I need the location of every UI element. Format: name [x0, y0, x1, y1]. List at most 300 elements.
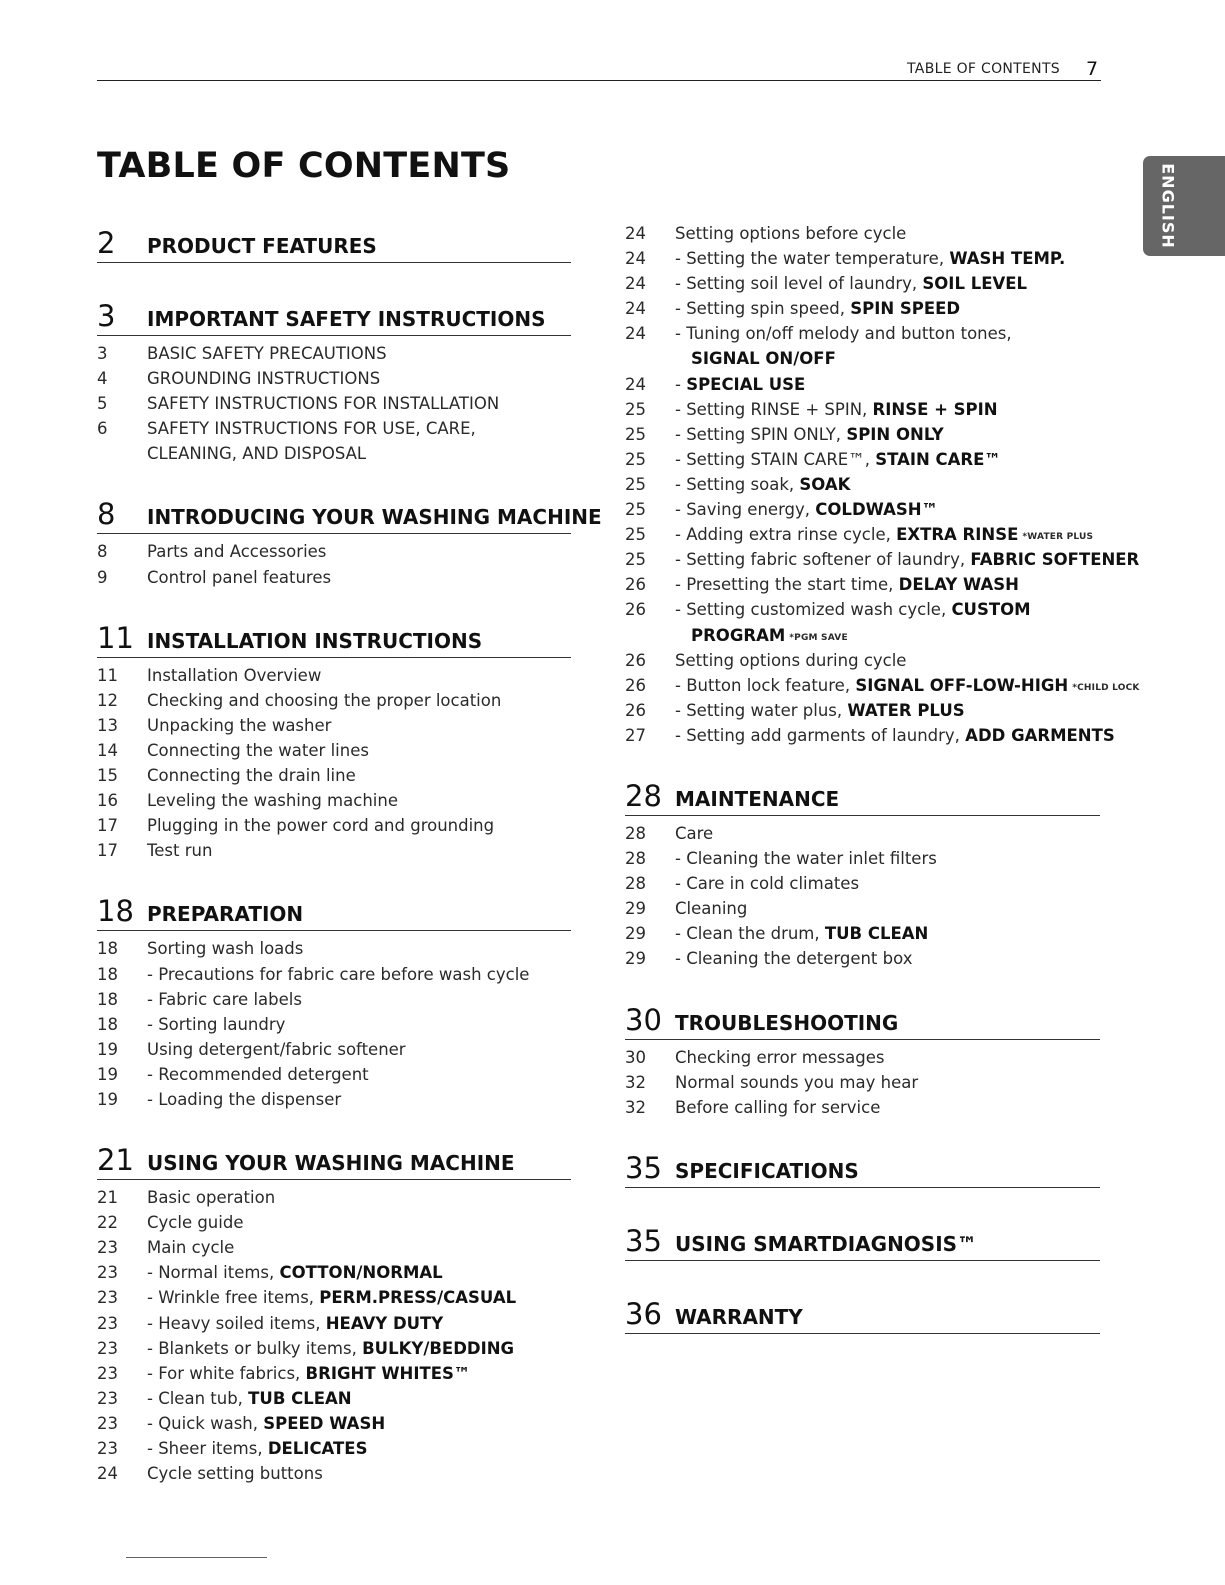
section-title: IMPORTANT SAFETY INSTRUCTIONS	[147, 307, 546, 331]
toc-entry-text	[147, 568, 331, 587]
toc-entry[interactable]	[97, 816, 571, 841]
toc-entry[interactable]	[97, 766, 571, 791]
toc-entry-keyword: SOAK	[799, 474, 851, 494]
toc-right-column	[625, 224, 1140, 1342]
toc-entry-keyword: SOIL LEVEL	[922, 274, 1028, 294]
toc-entry-label: - Tuning on/off melody and button tones,	[675, 324, 1012, 344]
section-page: 8	[97, 497, 116, 532]
toc-entry[interactable]	[97, 666, 571, 691]
toc-entry-text	[147, 1015, 285, 1034]
toc-entry[interactable]	[625, 924, 1100, 949]
toc-entry-label: - Saving energy,	[675, 500, 816, 520]
language-tab-label: ENGLISH	[1158, 163, 1178, 249]
toc-entry-label: Checking error messages	[675, 1047, 885, 1067]
toc-entry[interactable]	[625, 701, 1100, 726]
toc-entry-page: 24	[625, 224, 646, 243]
section-gap	[625, 1123, 1100, 1151]
section-gap	[625, 751, 1100, 779]
section-page: 2	[97, 226, 116, 260]
toc-entry-label: Before calling for service	[675, 1097, 881, 1117]
toc-entry[interactable]	[625, 450, 1100, 475]
toc-entry[interactable]	[97, 542, 571, 567]
toc-entry-text	[147, 1263, 443, 1282]
toc-entry[interactable]	[97, 1040, 571, 1065]
toc-entry-text	[147, 1065, 369, 1084]
toc-entry[interactable]	[97, 990, 571, 1015]
toc-entry-text	[147, 1040, 406, 1059]
toc-entry-label: Setting options during cycle	[675, 650, 907, 670]
toc-entry-label: Leveling the washing machine	[147, 791, 398, 811]
toc-entry[interactable]	[97, 965, 571, 990]
section-title: TROUBLESHOOTING	[675, 1010, 899, 1035]
toc-entry-page: 8	[97, 542, 108, 562]
toc-entry[interactable]	[625, 725, 1115, 751]
toc-entry-page: 4	[97, 369, 108, 389]
toc-entry-page: 25	[625, 474, 646, 494]
toc-entry-keyword: ADD GARMENTS	[965, 725, 1115, 745]
section-heading[interactable]	[97, 226, 571, 263]
section-gap	[97, 469, 571, 497]
toc-entry-label: - Loading the dispenser	[147, 1089, 342, 1109]
toc-entry-page: 3	[97, 344, 108, 363]
toc-entry-page: 15	[97, 766, 118, 786]
toc-entry[interactable]	[625, 475, 1100, 500]
toc-entry-page: 9	[97, 567, 108, 587]
toc-entry-page: 13	[97, 715, 118, 735]
toc-entry-text	[675, 651, 906, 670]
toc-entry-label: - Setting add garments of laundry,	[675, 725, 966, 745]
section-title: INSTALLATION INSTRUCTIONS	[147, 628, 483, 653]
toc-entry-page: 24	[97, 1464, 118, 1484]
toc-entry-page: 6	[97, 419, 108, 439]
toc-entry-text	[675, 1098, 880, 1117]
toc-entry-label: GROUNDING INSTRUCTIONS	[147, 369, 381, 389]
toc-entry[interactable]	[97, 1439, 571, 1464]
section-gap	[97, 866, 571, 894]
toc-entry[interactable]	[97, 841, 571, 866]
toc-entry-label: Control panel features	[147, 567, 332, 587]
toc-entry-page: 23	[97, 1263, 118, 1283]
toc-entry-page: 28	[625, 849, 646, 869]
toc-entry-page: 25	[625, 424, 646, 444]
toc-entry[interactable]	[97, 691, 571, 716]
toc-entry-label: Using detergent/fabric softener	[147, 1039, 406, 1059]
section-title: WARRANTY	[675, 1304, 803, 1329]
toc-entry-label: Checking and choosing the proper location	[147, 690, 502, 710]
toc-entry[interactable]	[97, 1288, 571, 1313]
toc-entry-text	[691, 626, 848, 645]
toc-entry-label: - Setting SPIN ONLY,	[675, 424, 847, 444]
section-title: INTRODUCING YOUR WASHING MACHINE	[147, 505, 602, 530]
section-heading[interactable]	[97, 497, 602, 534]
toc-entry[interactable]	[625, 600, 1100, 625]
toc-entry-keyword: FABRIC SOFTENER	[970, 550, 1140, 570]
toc-entry-keyword: CUSTOM	[951, 600, 1031, 620]
toc-entry-text	[675, 299, 960, 318]
footer-link-rule	[126, 1557, 267, 1558]
toc-entry-page: 19	[97, 1089, 118, 1109]
toc-entry-label: - Sheer items,	[147, 1439, 268, 1458]
toc-entry-text	[675, 824, 713, 843]
toc-entry-page: 26	[625, 600, 646, 620]
toc-entry-label: Basic operation	[147, 1188, 276, 1208]
toc-entry[interactable]	[97, 568, 571, 593]
toc-entry-text	[675, 224, 906, 243]
toc-entry-label: - Clean the drum,	[675, 924, 825, 944]
toc-entry-label: Unpacking the washer	[147, 715, 332, 735]
toc-entry-text	[147, 1364, 470, 1383]
section-gap	[97, 271, 571, 299]
toc-entry-page: 22	[97, 1213, 118, 1233]
toc-entry-page: 29	[625, 949, 646, 969]
toc-entry[interactable]	[97, 1015, 571, 1040]
section-page: 36	[625, 1296, 662, 1331]
toc-entry-text	[147, 394, 499, 413]
toc-entry-label: - Wrinkle free items,	[147, 1288, 320, 1308]
toc-entry-keyword: TUB CLEAN	[824, 924, 929, 944]
toc-entry-text	[147, 965, 529, 984]
toc-entry-label: - Care in cold climates	[675, 874, 860, 894]
toc-entry-label: Care	[675, 823, 714, 843]
toc-entry-label: Cycle setting buttons	[147, 1464, 323, 1484]
toc-entry-page: 18	[97, 939, 118, 959]
toc-entry-text	[147, 1213, 243, 1232]
toc-entry[interactable]	[625, 949, 1100, 974]
section-title: USING SMARTDIAGNOSIS™	[675, 1231, 978, 1256]
toc-entry-page: 18	[97, 1014, 118, 1034]
toc-entry-superscript: *CHILD LOCK	[1072, 682, 1140, 693]
toc-entry-page: 25	[625, 550, 646, 570]
toc-entry-text	[147, 666, 321, 685]
toc-entry-keyword: HEAVY DUTY	[325, 1313, 444, 1333]
toc-entry-page: 23	[97, 1338, 118, 1358]
toc-entry[interactable]	[625, 550, 1140, 575]
toc-entry[interactable]	[625, 626, 1100, 651]
header-rule	[97, 80, 1101, 81]
toc-entry-label: - Setting water plus,	[675, 700, 848, 720]
section-heading[interactable]	[97, 1143, 571, 1180]
toc-entry-text	[147, 1464, 323, 1483]
toc-entry[interactable]	[625, 1048, 1100, 1073]
toc-entry-text	[147, 1389, 352, 1408]
section-page: 3	[97, 299, 116, 333]
toc-entry-page: 23	[97, 1413, 118, 1433]
section-heading[interactable]	[97, 299, 571, 336]
toc-entry[interactable]	[97, 939, 571, 964]
toc-entry-label: Cleaning	[675, 899, 748, 919]
toc-entry-page: 5	[97, 394, 108, 414]
toc-entry-text	[147, 1439, 367, 1458]
toc-entry[interactable]	[625, 299, 1100, 324]
toc-entry-keyword: DELICATES	[267, 1439, 368, 1458]
toc-entry-text	[147, 841, 212, 860]
toc-entry[interactable]	[97, 1263, 571, 1288]
toc-entry[interactable]	[625, 575, 1100, 600]
toc-entry-label: Installation Overview	[147, 665, 322, 685]
section-page: 21	[97, 1143, 134, 1178]
toc-entry-label: - Precautions for fabric care before wash cycle	[147, 964, 530, 984]
toc-entry[interactable]	[97, 1213, 571, 1238]
toc-entry[interactable]	[97, 716, 571, 741]
toc-entry[interactable]	[97, 1339, 571, 1364]
toc-entry-text	[675, 425, 944, 444]
section-heading[interactable]	[625, 779, 1100, 816]
toc-entry[interactable]	[625, 224, 1100, 249]
toc-entry-text	[147, 542, 326, 561]
section-heading[interactable]	[625, 1003, 1100, 1040]
toc-entry-page: 28	[625, 874, 646, 894]
toc-entry-text	[147, 1414, 385, 1433]
toc-entry-keyword: SIGNAL OFF-LOW-HIGH	[855, 675, 1069, 695]
toc-entry-text	[675, 676, 1140, 695]
toc-entry-text	[691, 349, 836, 368]
toc-entry[interactable]	[97, 444, 571, 469]
toc-entry-label: - For white fabrics,	[147, 1363, 306, 1383]
toc-entry[interactable]	[625, 874, 1100, 899]
toc-entry-label: - Quick wash,	[147, 1413, 264, 1433]
toc-entry-label: Parts and Accessories	[147, 542, 327, 562]
toc-entry-page: 17	[97, 816, 118, 836]
toc-entry[interactable]	[625, 675, 1140, 701]
toc-entry[interactable]	[625, 249, 1100, 274]
toc-entry[interactable]	[625, 274, 1100, 299]
toc-entry-page: 32	[625, 1072, 646, 1092]
toc-entry-text	[675, 849, 937, 868]
toc-entry-page: 25	[625, 449, 646, 469]
toc-entry-text	[147, 990, 302, 1009]
toc-entry-text	[147, 444, 366, 463]
toc-entry-label: - Setting RINSE + SPIN,	[675, 399, 873, 419]
toc-entry[interactable]	[625, 425, 1100, 450]
toc-entry-keyword: SPIN ONLY	[846, 424, 944, 444]
toc-entry-page: 11	[97, 665, 118, 685]
toc-entry-label: - Setting spin speed,	[675, 299, 851, 319]
toc-entry-label: SAFETY INSTRUCTIONS FOR INSTALLATION	[147, 394, 500, 414]
toc-entry-text	[675, 375, 805, 394]
toc-entry-text	[675, 899, 747, 918]
toc-entry-text	[147, 1339, 514, 1358]
section-page: 28	[625, 778, 662, 813]
toc-entry-page: 25	[625, 525, 646, 545]
toc-entry-label: - Blankets or bulky items,	[147, 1338, 363, 1358]
toc-entry-keyword: SPIN SPEED	[850, 299, 961, 319]
toc-entry-page: 24	[625, 299, 646, 319]
toc-entry-label: - Setting fabric softener of laundry,	[675, 550, 971, 570]
toc-entry[interactable]	[625, 525, 1100, 550]
toc-entry-page: 28	[625, 823, 646, 843]
page-title: TABLE OF CONTENTS	[97, 146, 511, 186]
toc-entry-text	[675, 550, 1139, 569]
section-page: 35	[625, 1223, 662, 1258]
toc-entry-keyword: WATER PLUS	[847, 700, 965, 720]
toc-entry-page: 26	[625, 575, 646, 595]
toc-entry-text	[675, 949, 912, 968]
toc-entry-label: Connecting the drain line	[147, 766, 356, 786]
toc-entry-label: Sorting wash loads	[147, 939, 304, 959]
section-page: 11	[97, 620, 134, 655]
toc-entry-label: CLEANING, AND DISPOSAL	[147, 444, 367, 464]
toc-entry-label: - Sorting laundry	[147, 1014, 286, 1034]
toc-entry[interactable]	[97, 1389, 571, 1414]
toc-entry[interactable]	[625, 375, 1100, 400]
toc-entry-label: Connecting the water lines	[147, 740, 369, 760]
toc-left-column	[97, 226, 602, 1489]
running-header-title: TABLE OF CONTENTS	[907, 61, 1060, 77]
toc-entry[interactable]	[625, 824, 1100, 849]
toc-entry[interactable]	[97, 1090, 571, 1115]
toc-entry-page: 21	[97, 1188, 118, 1208]
toc-entry-keyword: TUB CLEAN	[248, 1388, 352, 1408]
toc-entry-text	[147, 1288, 516, 1307]
toc-entry[interactable]	[625, 324, 1100, 349]
section-page: 35	[625, 1150, 662, 1185]
toc-entry-text	[147, 766, 356, 785]
toc-entry[interactable]	[97, 419, 571, 444]
toc-entry-page: 26	[625, 650, 646, 670]
toc-entry-label: -	[675, 374, 687, 394]
toc-entry-page: 24	[625, 249, 646, 269]
toc-entry[interactable]	[97, 1414, 571, 1439]
toc-entry-keyword: WASH TEMP.	[949, 249, 1066, 269]
toc-entry-label: Main cycle	[147, 1238, 235, 1258]
toc-entry-page: 27	[625, 725, 646, 745]
toc-entry-label: - Cleaning the water inlet filters	[675, 849, 937, 869]
toc-entry[interactable]	[97, 1464, 571, 1489]
language-tab[interactable]	[1143, 156, 1225, 256]
toc-entry-text	[675, 525, 1093, 544]
section-page: 18	[97, 894, 134, 929]
section-gap	[97, 593, 571, 621]
toc-entry-text	[147, 1090, 341, 1109]
toc-entry-page: 24	[625, 324, 646, 344]
toc-entry[interactable]	[625, 1073, 1100, 1098]
toc-entry-page: 18	[97, 964, 118, 984]
toc-entry-keyword: BRIGHT WHITES™	[305, 1363, 471, 1383]
toc-entry-page: 23	[97, 1388, 118, 1408]
toc-entry-keyword: PROGRAM	[691, 625, 786, 645]
section-gap	[625, 975, 1100, 1003]
section-title: SPECIFICATIONS	[675, 1158, 859, 1183]
section-heading[interactable]	[625, 1224, 1100, 1261]
toc-entry[interactable]	[625, 1098, 1100, 1123]
toc-entry-label: - Fabric care labels	[147, 989, 302, 1009]
toc-entry-text	[147, 1314, 443, 1333]
toc-entry-text	[675, 575, 1019, 594]
toc-entry-page: 14	[97, 740, 118, 760]
toc-entry-page: 23	[97, 1363, 118, 1383]
toc-entry-keyword: STAIN CARE™	[875, 449, 1001, 469]
toc-entry-page: 25	[625, 500, 646, 520]
toc-entry-text	[675, 600, 1031, 619]
toc-entry[interactable]	[97, 1065, 571, 1090]
toc-entry[interactable]	[97, 369, 571, 394]
toc-entry-text	[147, 716, 331, 735]
toc-entry-text	[147, 691, 501, 710]
toc-entry-text	[147, 1238, 234, 1257]
toc-entry-text	[147, 419, 476, 438]
toc-entry-text	[147, 344, 387, 363]
toc-entry[interactable]	[625, 400, 1100, 425]
section-title: PREPARATION	[147, 902, 304, 927]
section-gap	[97, 1115, 571, 1143]
toc-entry-text	[675, 726, 1115, 745]
section-heading[interactable]	[625, 1151, 1100, 1188]
toc-entry[interactable]	[97, 344, 571, 369]
section-heading[interactable]	[625, 1297, 1100, 1334]
toc-entry-page: 29	[625, 899, 646, 919]
toc-entry-text	[675, 500, 938, 519]
toc-entry-text	[147, 1188, 275, 1207]
toc-entry-text	[675, 274, 1027, 293]
toc-entry[interactable]	[625, 349, 1100, 374]
toc-entry[interactable]	[97, 1364, 571, 1389]
toc-entry-text	[675, 1073, 918, 1092]
toc-entry-text	[675, 324, 1012, 343]
toc-entry[interactable]	[97, 1238, 571, 1263]
page-number: 7	[1086, 58, 1099, 80]
toc-entry[interactable]	[97, 791, 571, 816]
toc-entry-text	[147, 939, 303, 958]
toc-entry[interactable]	[625, 651, 1100, 676]
toc-entry-page: 26	[625, 700, 646, 720]
toc-entry-label: Plugging in the power cord and grounding	[147, 816, 495, 836]
toc-entry-text	[675, 1048, 884, 1067]
toc-entry-text	[675, 249, 1065, 268]
toc-entry-page: 32	[625, 1097, 646, 1117]
toc-entry-text	[147, 369, 380, 388]
toc-entry-label: - Recommended detergent	[147, 1064, 369, 1084]
toc-entry-keyword: SIGNAL ON/OFF	[691, 349, 836, 369]
toc-entry-page: 29	[625, 924, 646, 944]
toc-entry-superscript: *WATER PLUS	[1022, 532, 1094, 543]
toc-entry-label: BASIC SAFETY PRECAUTIONS	[147, 344, 387, 363]
toc-entry-label: - Setting STAIN CARE™,	[675, 449, 876, 469]
toc-entry[interactable]	[97, 1314, 571, 1339]
toc-entry-label: Normal sounds you may hear	[675, 1072, 919, 1092]
toc-entry-text	[675, 874, 859, 893]
section-heading[interactable]	[97, 621, 571, 658]
toc-entry-page: 16	[97, 791, 118, 811]
toc-entry-page: 18	[97, 989, 118, 1009]
toc-entry-keyword: SPEED WASH	[263, 1413, 386, 1433]
section-heading[interactable]	[97, 894, 571, 931]
toc-entry[interactable]	[625, 500, 1100, 525]
toc-entry-text	[147, 816, 494, 835]
toc-entry-keyword: COTTON/NORMAL	[279, 1263, 443, 1283]
toc-entry-text	[675, 475, 850, 494]
toc-entry-label: Setting options before cycle	[675, 224, 907, 243]
toc-entry-page: 23	[97, 1288, 118, 1308]
toc-entry-label: - Clean tub,	[147, 1388, 249, 1408]
toc-entry-page: 24	[625, 374, 646, 394]
toc-entry[interactable]	[97, 394, 571, 419]
toc-entry-label: SAFETY INSTRUCTIONS FOR USE, CARE,	[147, 419, 476, 439]
toc-entry-label: Test run	[147, 841, 213, 861]
toc-entry-page: 26	[625, 675, 646, 695]
toc-entry-keyword: SPECIAL USE	[686, 374, 806, 394]
toc-entry-page: 30	[625, 1047, 646, 1067]
toc-entry[interactable]	[625, 849, 1100, 874]
toc-entry[interactable]	[97, 1188, 571, 1213]
toc-entry-label: - Setting customized wash cycle,	[675, 600, 952, 620]
toc-entry[interactable]	[625, 899, 1100, 924]
section-title: PRODUCT FEATURES	[147, 234, 377, 258]
toc-entry-text	[675, 924, 928, 943]
toc-entry-text	[675, 450, 1001, 469]
toc-entry-keyword: BULKY/BEDDING	[362, 1338, 515, 1358]
toc-entry[interactable]	[97, 741, 571, 766]
toc-entry-label: - Heavy soiled items,	[147, 1313, 326, 1333]
